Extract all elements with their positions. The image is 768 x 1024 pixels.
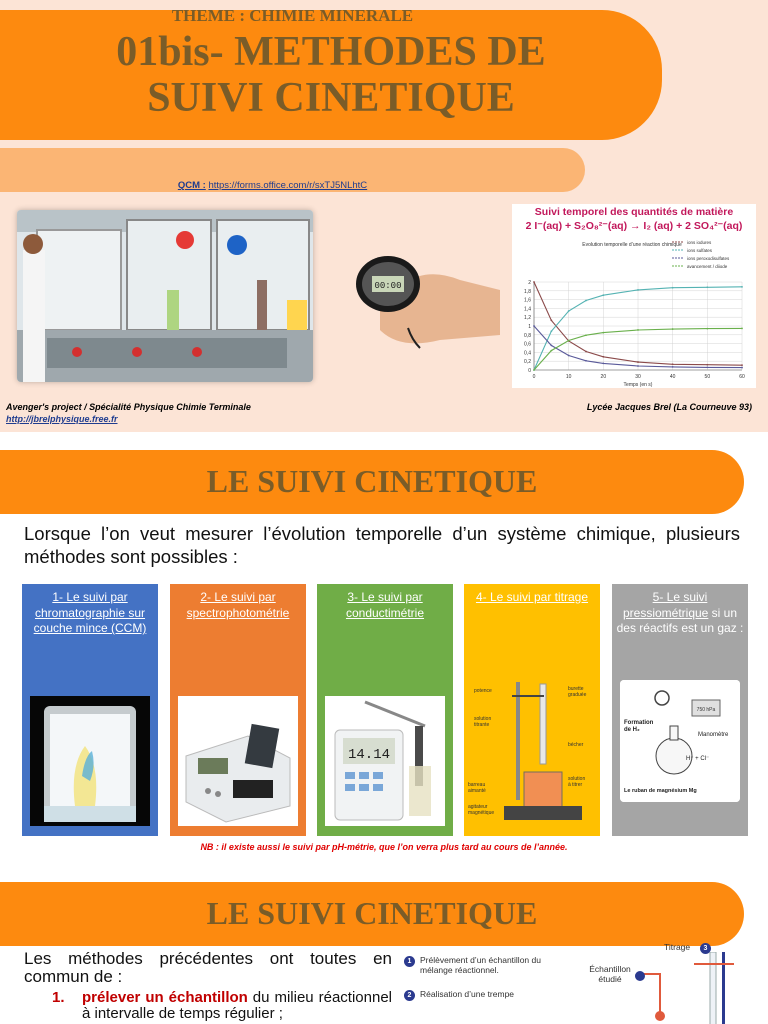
svg-text:14.14: 14.14 — [347, 747, 391, 763]
data-point — [550, 319, 552, 321]
card-label: 2- Le suivi par spectrophotométrie — [186, 590, 290, 620]
y-tick-label: 1,6 — [524, 297, 531, 304]
legend-label: avancement / diiode — [687, 264, 728, 269]
data-point — [585, 334, 587, 336]
slide2-title: LE SUIVI CINETIQUE — [0, 450, 744, 514]
method-card-spectro — [170, 584, 306, 836]
svg-text:de H₂: de H₂ — [624, 727, 640, 733]
y-tick-label: 1,4 — [524, 306, 531, 313]
svg-text:00:00: 00:00 — [374, 281, 402, 291]
step-2-icon: 2 — [404, 990, 415, 1001]
method-card-conductimetry — [317, 584, 453, 836]
data-point — [550, 330, 552, 332]
data-point — [672, 287, 674, 289]
svg-text:burette: burette — [568, 686, 584, 692]
data-point — [585, 351, 587, 353]
data-point — [706, 366, 708, 368]
svg-text:bécher: bécher — [568, 742, 584, 748]
data-point — [533, 325, 535, 327]
y-tick-label: 1,2 — [524, 315, 531, 322]
main-title — [0, 10, 662, 140]
data-point — [741, 286, 743, 288]
data-point — [672, 363, 674, 365]
slide3-title: LE SUIVI CINETIQUE — [0, 882, 744, 946]
titration-setup — [464, 676, 600, 826]
data-point — [550, 350, 552, 352]
svg-text:H⁺ + Cl⁻: H⁺ + Cl⁻ — [686, 756, 710, 762]
diagram-titrage: Titrage — [664, 942, 691, 952]
data-point — [568, 340, 570, 342]
data-point — [585, 300, 587, 302]
diagram-step1: Prélèvement d’un échantillon du mélange réactionnel. — [420, 955, 541, 975]
nb-note: NB : il existe aussi le suivi par pH-métrie, que l’on verra plus tard au cours de l’année. — [200, 842, 568, 852]
data-point — [533, 369, 535, 371]
stopwatch-photo — [350, 240, 500, 350]
svg-text:titrante: titrante — [474, 722, 490, 728]
data-point — [741, 328, 743, 330]
svg-text:potence: potence — [474, 688, 492, 694]
common-text: Les méthodes précédentes ont toutes en commun de : — [24, 949, 392, 986]
data-point — [637, 329, 639, 331]
card-label: 4- Le suivi par titrage — [475, 590, 589, 604]
data-point — [741, 367, 743, 369]
diagram-step2: Réalisation d’une trempe — [420, 989, 515, 999]
theme-text: THEME : CHIMIE MINERALE — [171, 6, 414, 25]
svg-text:à titrer: à titrer — [568, 782, 583, 788]
intro-text: Lorsque l’on veut mesurer l’évolution temporelle d’un système chimique, plusieurs méthodes sont possibles : — [24, 523, 740, 568]
legend-label: ions sulfates — [687, 248, 713, 253]
svg-text:solution: solution — [568, 776, 586, 782]
x-tick-label: 40 — [669, 374, 676, 380]
legend-label: ions peroxodisulfates — [687, 256, 730, 261]
data-point — [741, 364, 743, 366]
chart-area — [512, 204, 756, 388]
chart-heading: Suivi temporel des quantités de matière — [534, 206, 734, 218]
svg-text:Le ruban de magnésium Mg: Le ruban de magnésium Mg — [624, 788, 697, 794]
svg-text:graduée: graduée — [568, 692, 587, 698]
step-1-number: 1. — [52, 989, 65, 1006]
spectrophotometer-photo — [178, 696, 298, 826]
data-point — [637, 365, 639, 367]
y-tick-label: 2 — [528, 280, 531, 286]
step-3-icon: 3 — [700, 943, 711, 954]
data-point — [637, 361, 639, 363]
main-title-text: 01bis- METHODES DE SUIVI CINETIQUE — [116, 28, 546, 121]
x-axis-label: Temps (en s) — [623, 382, 653, 388]
slide-methods — [0, 438, 768, 866]
qcm-line — [0, 180, 545, 191]
step-1-highlight: prélever un échantillon — [82, 989, 248, 1006]
x-tick-label: 50 — [704, 374, 711, 380]
data-point — [706, 328, 708, 330]
footer-school: Lycée Jacques Brel (La Courneuve 93) — [586, 402, 752, 412]
method-card-titrage — [464, 584, 600, 836]
conductimeter-photo — [325, 696, 445, 826]
data-point — [550, 344, 552, 346]
chart-equation: 2 I⁻(aq) + S₂O₈²⁻(aq) → I₂ (aq) + 2 SO₄²⁻(aq) — [525, 220, 743, 232]
data-point — [672, 366, 674, 368]
chart-inner-title: Evolution temporelle d’une réaction chimique — [582, 242, 682, 248]
step-1-text: du milieu réactionnel à intervalle de temps régulier ; — [82, 989, 392, 1022]
diagram-echantillon: Échantillon étudié — [589, 964, 631, 984]
data-point — [533, 281, 535, 283]
laboratory-photo — [17, 210, 313, 382]
footer-project: Avenger's project / Spécialité Physique Chimie Terminale — [6, 402, 251, 412]
footer-link[interactable]: http://jbrelphysique.free.fr — [6, 414, 118, 424]
y-tick-label: 0,4 — [524, 350, 531, 357]
y-tick-label: 1,8 — [524, 288, 531, 295]
slide-common — [0, 872, 768, 1024]
svg-text:750 hPa: 750 hPa — [696, 707, 716, 713]
data-point — [602, 363, 604, 365]
reaction-chart — [512, 238, 756, 388]
y-tick-label: 0 — [528, 368, 531, 374]
qcm-label: QCM : — [177, 180, 206, 191]
method-card-pressiometry — [612, 584, 748, 836]
qcm-link[interactable]: https://forms.office.com/r/sxTJ5NLhtC — [208, 180, 368, 191]
slide-title — [0, 0, 768, 432]
pressure-setup — [620, 680, 740, 802]
y-tick-label: 0,8 — [524, 332, 531, 339]
data-point — [602, 356, 604, 358]
svg-text:agitateur: agitateur — [468, 804, 488, 810]
data-point — [568, 355, 570, 357]
data-point — [602, 294, 604, 296]
x-tick-label: 10 — [565, 374, 572, 380]
data-point — [672, 328, 674, 330]
x-tick-label: 0 — [532, 374, 536, 380]
sampling-diagram — [404, 942, 758, 1024]
y-tick-label: 1 — [528, 324, 531, 330]
legend-label: ions iodures — [687, 240, 712, 245]
step-1 — [52, 990, 392, 1022]
svg-text:magnétique: magnétique — [468, 810, 495, 816]
card-label: 3- Le suivi par conductimétrie — [345, 590, 425, 620]
x-tick-label: 20 — [600, 374, 607, 380]
svg-text:solution: solution — [474, 716, 492, 722]
card-label-suffix: si un des réactifs est un gaz : — [616, 605, 744, 636]
svg-text:aimanté: aimanté — [468, 788, 486, 794]
data-point — [637, 289, 639, 291]
svg-text:barreau: barreau — [468, 782, 486, 788]
card-label: 1- Le suivi par chromatographie sur couche mince (CCM) — [33, 590, 147, 636]
card-label: 5- Le suivi pressiométrique — [622, 590, 709, 620]
method-card-ccm — [22, 584, 158, 836]
data-point — [706, 364, 708, 366]
y-tick-label: 0,2 — [524, 359, 531, 366]
y-tick-label: 0,6 — [524, 341, 531, 348]
x-tick-label: 60 — [739, 374, 745, 380]
data-point — [585, 360, 587, 362]
x-tick-label: 30 — [635, 374, 641, 380]
svg-text:Formation: Formation — [624, 720, 654, 726]
burette-drawing — [404, 952, 758, 1024]
step-1-icon: 1 — [404, 956, 415, 967]
data-point — [706, 286, 708, 288]
data-point — [568, 310, 570, 312]
ccm-photo — [30, 696, 150, 826]
svg-text:Manomètre: Manomètre — [698, 732, 729, 738]
data-point — [602, 332, 604, 334]
